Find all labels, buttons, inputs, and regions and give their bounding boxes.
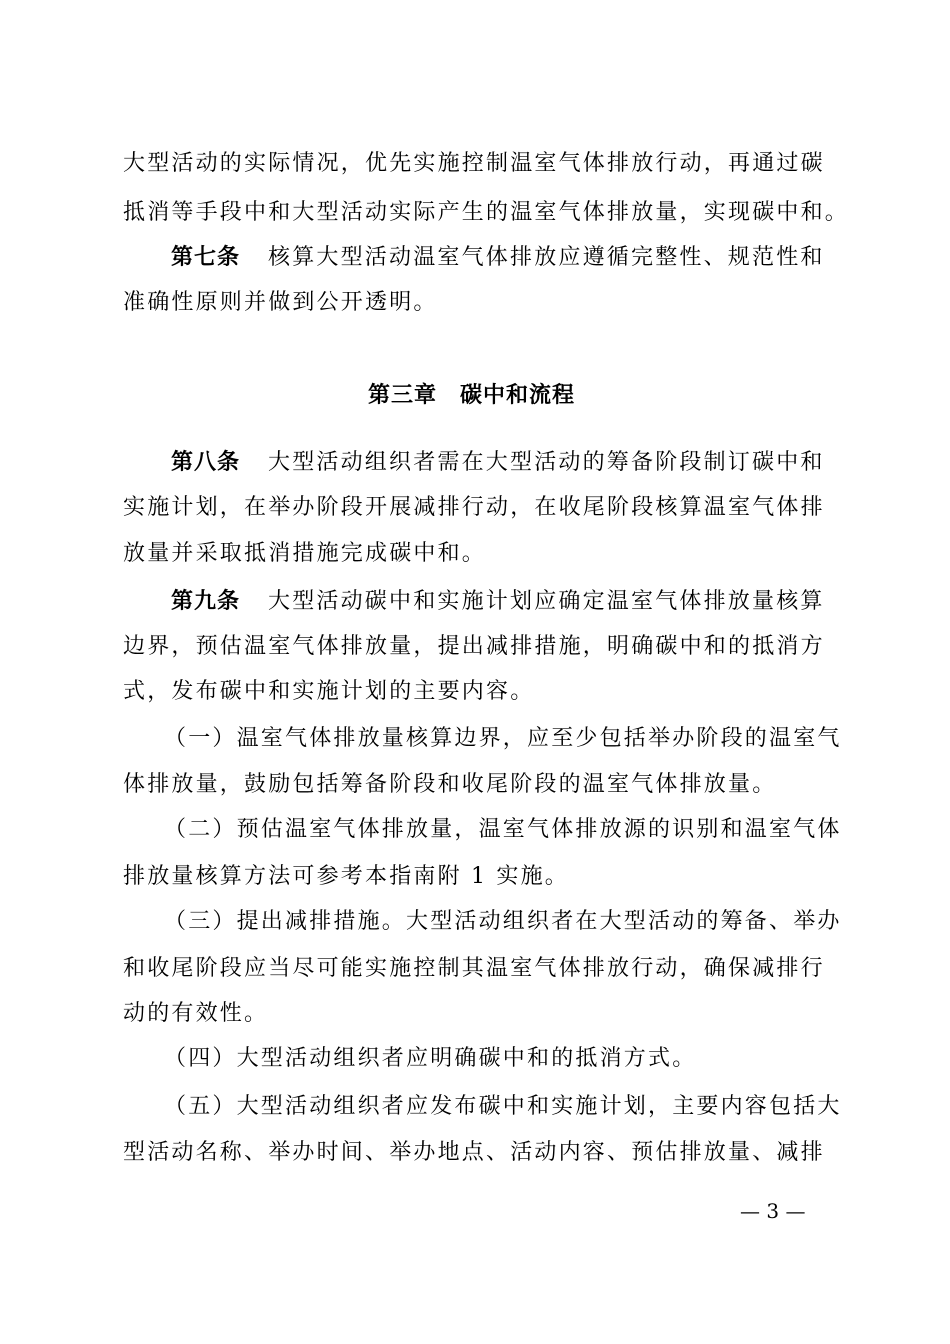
text-line: 放量并采取抵消措施完成碳中和。: [123, 541, 487, 566]
text-line: 动的有效性。: [123, 1001, 269, 1026]
article-9-label: 第九条: [171, 589, 241, 614]
list-item-4: （四）大型活动组织者应明确碳中和的抵消方式。: [164, 1046, 697, 1071]
list-item-3: （三）提出减排措施。大型活动组织者在大型活动的筹备、举办: [164, 909, 842, 934]
text-line: 大型活动的实际情况，优先实施控制温室气体排放行动，再通过碳: [123, 151, 825, 176]
text-line: 式，发布碳中和实施计划的主要内容。: [123, 679, 535, 704]
article-8-text: 大型活动组织者需在大型活动的筹备阶段制订碳中和: [268, 450, 825, 475]
list-item-5: （五）大型活动组织者应发布碳中和实施计划，主要内容包括大: [164, 1094, 842, 1119]
article-7-text: 核算大型活动温室气体排放应遵循完整性、规范性和: [268, 245, 825, 270]
text-line: 和收尾阶段应当尽可能实施控制其温室气体排放行动，确保减排行: [123, 956, 825, 981]
text-line: 型活动名称、举办时间、举办地点、活动内容、预估排放量、减排: [123, 1140, 825, 1165]
list-item-1: （一）温室气体排放量核算边界，应至少包括举办阶段的温室气: [164, 726, 842, 751]
text-line: 排放量核算方法可参考本指南附 1 实施。: [123, 864, 569, 889]
page-number: — 3 —: [740, 1199, 806, 1223]
text-line: 实施计划，在举办阶段开展减排行动，在收尾阶段核算温室气体排: [123, 495, 825, 520]
article-8-label: 第八条: [171, 450, 241, 475]
text-line: 体排放量，鼓励包括筹备阶段和收尾阶段的温室气体排放量。: [123, 772, 777, 797]
chapter-title: 第三章 碳中和流程: [368, 383, 576, 408]
text-line: 准确性原则并做到公开透明。: [123, 290, 438, 315]
list-item-2: （二）预估温室气体排放量，温室气体排放源的识别和温室气体: [164, 817, 842, 842]
text-line: 抵消等手段中和大型活动实际产生的温室气体排放量，实现碳中和。: [123, 200, 850, 225]
article-9-text: 大型活动碳中和实施计划应确定温室气体排放量核算: [268, 589, 825, 614]
text-line: 边界，预估温室气体排放量，提出减排措施，明确碳中和的抵消方: [123, 634, 825, 659]
article-7-label: 第七条: [171, 245, 241, 270]
